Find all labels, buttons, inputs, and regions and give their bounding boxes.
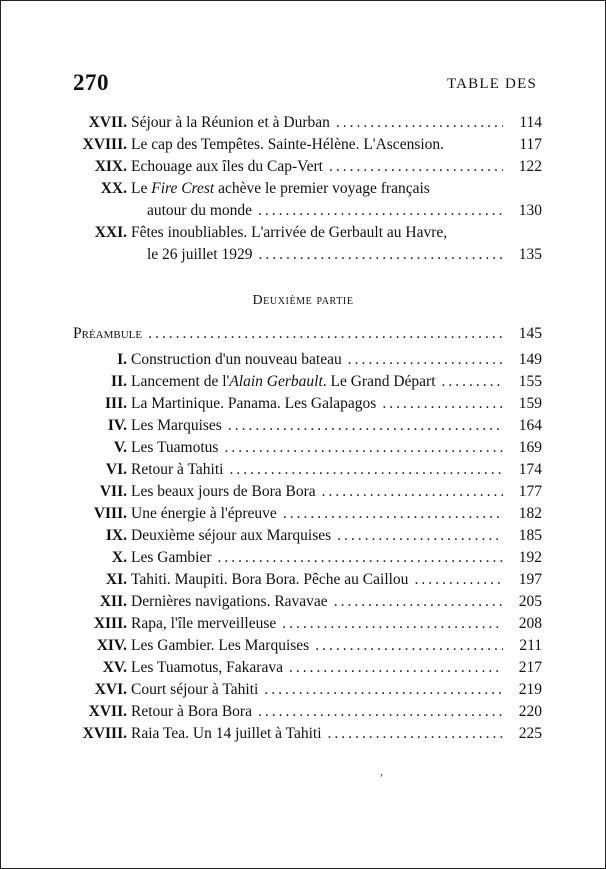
toc-entry (147, 244, 503, 266)
chapter-title: Les beaux jours de Bora Bora (131, 483, 316, 500)
toc-row (0, 481, 606, 503)
page-ref: 208 (518, 615, 542, 632)
toc-row (0, 393, 606, 415)
toc-entry (131, 371, 503, 393)
chapter-title: Séjour à la Réunion et à Durban (131, 114, 330, 131)
toc-row (0, 635, 606, 657)
boat-name: Alain Gerbault (229, 373, 323, 390)
toc-entry (131, 134, 503, 156)
chapter-title: Raia Tea. Un 14 juillet à Tahiti (131, 725, 322, 742)
toc-entry (131, 349, 503, 371)
title-text: . Le Grand Départ (322, 373, 436, 390)
page-ref: 174 (518, 461, 542, 478)
dot-leader (228, 415, 503, 437)
preamble-title: Préambule (73, 325, 143, 342)
chapter-title: Dernières navigations. Ravavae (131, 593, 328, 610)
toc-row (0, 349, 606, 371)
running-head: TABLE DES (446, 76, 537, 92)
chapter-number: VI. (105, 461, 127, 478)
page-ref: 149 (518, 351, 542, 368)
toc-entry (131, 547, 503, 569)
dot-leader (329, 156, 503, 178)
page-ref: 169 (518, 439, 542, 456)
toc-entry (131, 481, 503, 503)
chapter-title: Construction d'un nouveau bateau (131, 351, 342, 368)
title-text: Le (131, 180, 152, 197)
toc-row (0, 371, 606, 393)
chapter-title-line1: Fêtes inoubliables. L'arrivée de Gerbault au Havre, (131, 224, 448, 241)
page-ref: 117 (519, 136, 542, 153)
toc-row (0, 178, 606, 222)
chapter-title: Court séjour à Tahiti (131, 681, 259, 698)
toc-entry (131, 459, 503, 481)
print-speck: , (380, 764, 383, 778)
dot-leader (348, 349, 503, 371)
page-ref: 114 (519, 114, 542, 131)
dot-leader (264, 679, 503, 701)
page-ref: 159 (518, 395, 542, 412)
toc-entry (131, 112, 503, 134)
chapter-number: X. (111, 549, 127, 566)
toc-row (0, 679, 606, 701)
dot-leader (289, 657, 503, 679)
chapter-number: XI. (105, 571, 127, 588)
chapter-title: Une énergie à l'épreuve (131, 505, 277, 522)
chapter-title-line2: le 26 juillet 1929 (147, 246, 253, 263)
chapter-title: Les Tuamotus (131, 439, 219, 456)
chapter-number: XX. (100, 180, 127, 197)
chapter-title-line2: autour du monde (147, 202, 253, 219)
page-ref: 217 (518, 659, 542, 676)
chapter-title (131, 371, 436, 393)
dot-leader (283, 503, 503, 525)
chapter-title: Echouage aux îles du Cap-Vert (131, 158, 323, 175)
chapter-title: Retour à Bora Bora (131, 703, 252, 720)
toc-row (0, 657, 606, 679)
toc-row (0, 415, 606, 437)
chapter-title: Tahiti. Maupiti. Bora Bora. Pêche au Caillou (131, 571, 409, 588)
dot-leader (224, 437, 503, 459)
toc-part-one (0, 112, 606, 266)
page-ref: 155 (518, 373, 542, 390)
toc-entry (147, 200, 503, 222)
toc-entry (73, 323, 503, 345)
dot-leader (328, 723, 503, 745)
toc-entry (131, 437, 503, 459)
page-ref: 185 (518, 527, 542, 544)
title-text: achève le premier voyage français (214, 180, 430, 197)
toc-row (0, 723, 606, 745)
page-ref: 145 (518, 325, 542, 342)
chapter-title: Les Marquises (131, 417, 222, 434)
page-ref: 177 (518, 483, 542, 500)
toc-entry (131, 679, 503, 701)
chapter-title: Le cap des Tempêtes. Sainte-Hélène. L'Ascension. (131, 136, 445, 153)
toc-entry (131, 156, 503, 178)
toc-entry (131, 613, 503, 635)
toc-entry (131, 525, 503, 547)
dot-leader (334, 591, 503, 613)
chapter-number: IX. (105, 527, 127, 544)
dot-leader (217, 547, 503, 569)
chapter-title: Les Gambier (131, 549, 212, 566)
chapter-title: Deuxième séjour aux Marquises (131, 527, 332, 544)
dot-leader (414, 569, 503, 591)
page-ref: 197 (518, 571, 542, 588)
toc-row-preamble (0, 323, 606, 345)
chapter-list (0, 349, 606, 745)
dot-leader (258, 200, 503, 222)
chapter-number: IV. (107, 417, 127, 434)
toc-entry (131, 723, 503, 745)
title-text: Lancement de l' (131, 373, 230, 390)
page-ref: 135 (518, 246, 542, 263)
chapter-title: Les Tuamotus, Fakarava (131, 659, 283, 676)
toc-row (0, 156, 606, 178)
toc-row (0, 613, 606, 635)
toc-part-two (0, 323, 606, 745)
dot-leader (322, 481, 503, 503)
dot-leader (442, 371, 503, 393)
page-ref: 225 (518, 725, 542, 742)
chapter-number: XVI. (94, 681, 127, 698)
chapter-number: XIX. (94, 158, 127, 175)
toc-row (0, 437, 606, 459)
boat-name: Fire Crest (151, 180, 215, 197)
toc-entry (131, 591, 503, 613)
page-ref: 220 (518, 703, 542, 720)
page-ref: 219 (518, 681, 542, 698)
chapter-number: XXI. (94, 224, 127, 241)
dot-leader (337, 525, 503, 547)
chapter-number: XIII. (93, 615, 127, 632)
dot-leader (258, 244, 503, 266)
dot-leader (382, 393, 503, 415)
toc-row (0, 591, 606, 613)
toc-entry (131, 701, 503, 723)
page-number: 270 (73, 70, 109, 95)
dot-leader (282, 613, 503, 635)
dot-leader (229, 459, 503, 481)
toc-entry (131, 393, 503, 415)
toc-entry (131, 415, 503, 437)
toc-row (0, 222, 606, 266)
toc-row (0, 503, 606, 525)
toc-entry (131, 503, 503, 525)
toc-row (0, 112, 606, 134)
page-ref: 205 (518, 593, 542, 610)
toc-row (0, 525, 606, 547)
page-ref: 164 (518, 417, 542, 434)
chapter-number: VII. (99, 483, 127, 500)
toc-row (0, 569, 606, 591)
toc-row (0, 134, 606, 156)
chapter-title-line1 (131, 178, 542, 200)
chapter-number: XVIII. (82, 725, 127, 742)
toc-entry (131, 635, 503, 657)
page-ref: 182 (518, 505, 542, 522)
chapter-title: La Martinique. Panama. Les Galapagos (131, 395, 377, 412)
toc-entry (131, 657, 503, 679)
chapter-number: III. (105, 395, 127, 412)
chapter-title: Les Gambier. Les Marquises (131, 637, 310, 654)
chapter-number: V. (113, 439, 127, 456)
chapter-number: XV. (102, 659, 127, 676)
page-ref: 211 (519, 637, 542, 654)
page-ref: 122 (518, 158, 542, 175)
dot-leader (148, 323, 503, 345)
page-ref: 192 (518, 549, 542, 566)
page-ref: 130 (518, 202, 542, 219)
dot-leader (258, 701, 503, 723)
chapter-number: VIII. (93, 505, 127, 522)
toc-entry (131, 569, 503, 591)
chapter-number: XIV. (96, 637, 127, 654)
toc-row (0, 547, 606, 569)
dot-leader (336, 112, 503, 134)
chapter-number: XVII. (88, 114, 127, 131)
chapter-number: XVII. (88, 703, 127, 720)
toc-row (0, 701, 606, 723)
chapter-title: Retour à Tahiti (131, 461, 224, 478)
chapter-number: XII. (99, 593, 127, 610)
chapter-number: II. (111, 373, 127, 390)
part-heading: Deuxième partie (252, 293, 354, 308)
dot-leader (315, 635, 503, 657)
chapter-title: Rapa, l'île merveilleuse (131, 615, 277, 632)
chapter-number: XVIII. (82, 136, 127, 153)
toc-row (0, 459, 606, 481)
chapter-number: I. (117, 351, 127, 368)
